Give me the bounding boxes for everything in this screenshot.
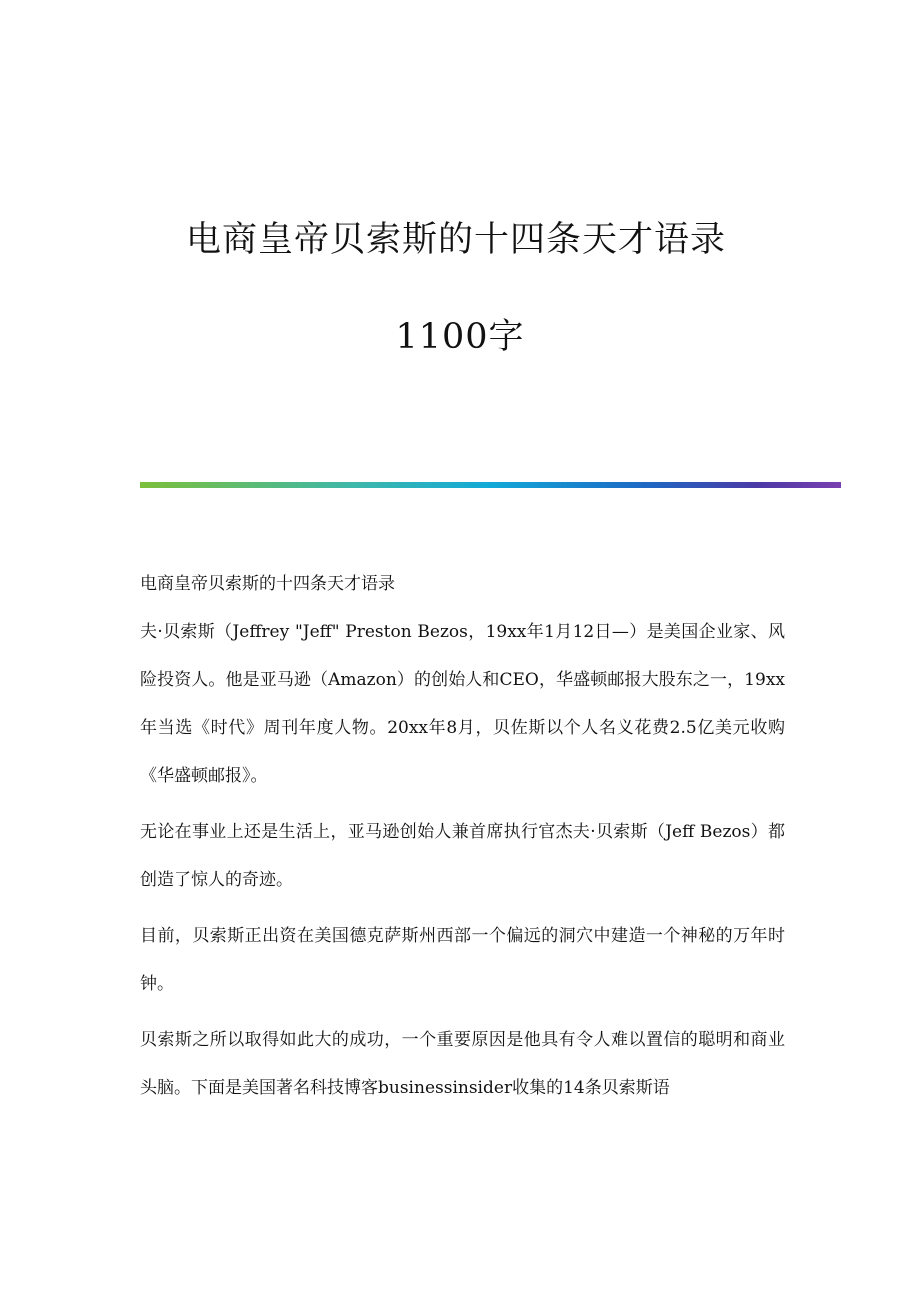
body-heading: 电商皇帝贝索斯的十四条天才语录 [140, 574, 395, 594]
document-subtitle-word-count: 1100字 [395, 317, 525, 357]
paragraph-miracle: 无论在事业上还是生活上，亚马逊创始人兼首席执行官杰夫·贝索斯（Jeff Bezos）都创造了惊人的奇迹。 [140, 822, 785, 890]
paragraph-clock: 目前，贝索斯正出资在美国德克萨斯州西部一个偏远的洞穴中建造一个神秘的万年时钟。 [140, 926, 785, 994]
document-body [140, 560, 785, 1120]
document-title: 电商皇帝贝索斯的十四条天才语录 [185, 220, 726, 260]
gradient-divider [140, 482, 841, 488]
paragraph-quotes: 贝索斯之所以取得如此大的成功，一个重要原因是他具有令人难以置信的聪明和商业头脑。下面是美国著名科技博客businessinsider收集的14条贝索斯语 [140, 1030, 785, 1098]
paragraph-intro: 夫·贝索斯（Jeffrey "Jeff" Preston Bezos，19xx年1月12日—）是美国企业家、风险投资人。他是亚马逊（Amazon）的创始人和CEO，华盛顿邮报大股东之一，19xx年当选《时代》周刊年度人物。20xx年8月，贝佐斯以个人名义花费2.5亿美元收购《华盛顿邮报》。 [140, 622, 785, 786]
